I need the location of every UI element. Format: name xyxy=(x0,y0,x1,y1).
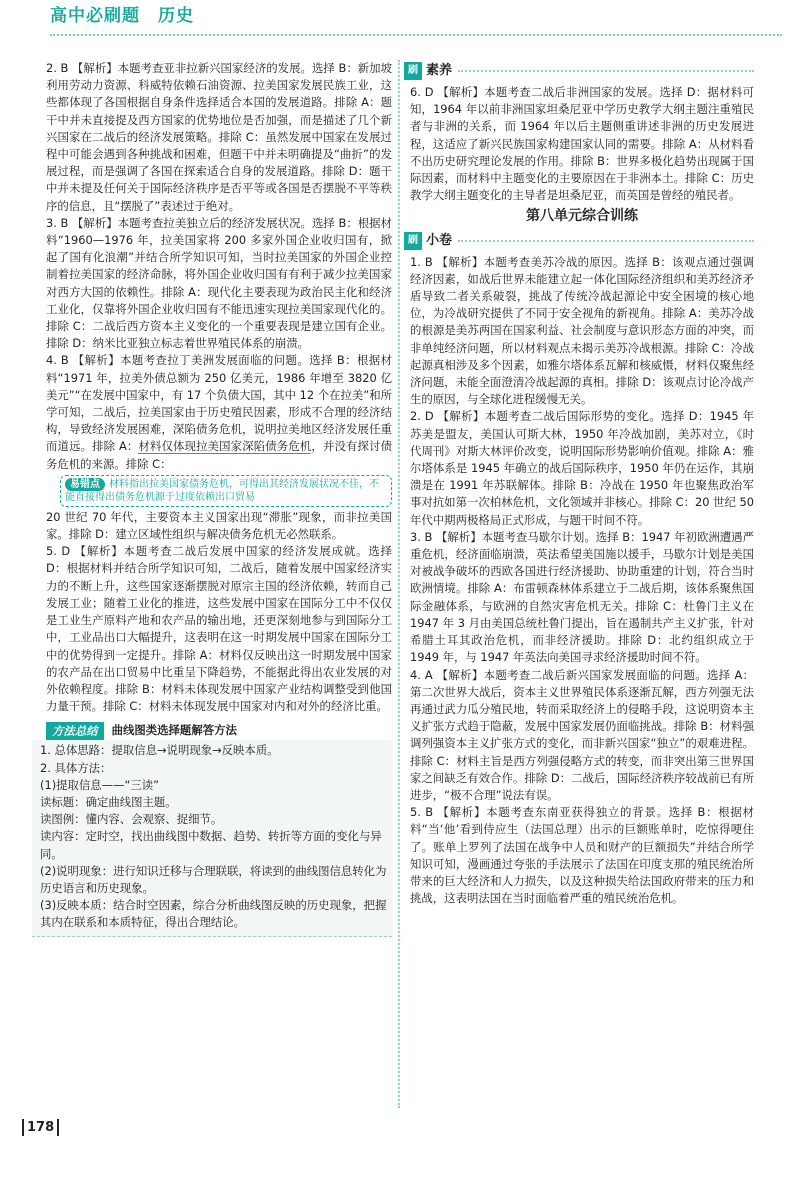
method-line: 读图例：懂内容、会观察、捉细节。 xyxy=(40,812,223,827)
section-header-xiaojuan xyxy=(404,230,754,252)
method-summary-title: 曲线图类选择题解答方法 xyxy=(111,723,237,738)
answer-r1: 1. B 【解析】本题考查美苏冷战的原因。选择 B：该观点通过强调经济因素，如战后世界未能建立起一体化国际经济组织和美苏经济矛盾导致二者关系破裂，挑战了传统冷战起源论中安全困境的核心地位，为冷战研究提供了不同于安全视角的新视角。排除 A：美苏冷战的根源是美苏两国在国家利益、社会制度与意识形态方面的冲突，而非单纯经济问题，所以材料观点未揭示美苏冷战根源。排除 C：冷战起源真相涉及多个因素，如雅尔塔体系瓦解和核威慑，材料仅聚焦经济问题，未能全面澄清冷战起源的真相。排除 D：该观点讨论冷战产生的原因，与全球化进程缓慢无关。 xyxy=(410,254,754,407)
method-summary-header xyxy=(46,721,392,740)
answer-r5: 5. B 【解析】本题考查东南亚获得独立的背景。选择 B：根据材料“当‘他’看到侍应生（法国总理）出示的巨额账单时，吃惊得哽住了。账单上罗列了法国在战争中人员和财产的巨额损失”并结合所学知识可知，漫画通过夸张的手法展示了法国在印度支那的殖民统治所带来的巨大经济和人力损失，以及这种损失给法国政府带来的压力和挑战，这表明法国在当时面临着严重的殖民统治危机。 xyxy=(410,805,754,906)
method-line: 读标题：确定曲线图主题。 xyxy=(40,794,177,809)
brush-icon: 刷 xyxy=(404,232,422,250)
answer-q3: 3. B 【解析】本题考查拉美独立后的经济发展状况。选择 B：根据材料“1960—1976 年，拉美国家将 200 多家外国企业收归国有，掀起了国有化浪潮”并结合所学知识可知，当时拉美国家的外国企业控制着拉美国家的经济命脉，将外国企业收归国有有利于减少拉美国家对西方大国的依赖性。排除 A：现代化主要表现为政治民主化和经济工业化，仅靠将外国企业收归国有不能迅速实现拉美国家现代化的。排除 C：二战后西方资本主义变化的一个重要表现是建立国有企业。排除 D：纳米比亚独立标志着世界殖民体系的崩溃。 xyxy=(46,215,392,351)
answer-q5: 5. D 【解析】本题考查二战后发展中国家的经济发展成就。选择 D：根据材料并结合所学知识可知，二战后，随着发展中国家经济实力的不断上升，这些国家逐渐摆脱对原宗主国的经济依赖，转而自己发展工业；随着工业化的推进，这些发展中国家在国际分工中不仅仅是工业生产原料产地和农产品的输出地，还更深刻地参与到国际分工中，工业品出口大幅提升，这表明在这一时期发展中国家在国际分工中的优势得到一定提升。排除 A：材料仅反映出这一时期发展中国家的农产品在出口贸易中比重呈下降趋势，不能据此得出农业发展的对外依赖程度。排除 B：材料未体现发展中国家产业结构调整受到他国力量干预。排除 C：材料未体现发展中国家对内和对外的经济比重。 xyxy=(46,544,392,714)
section-header-suyang xyxy=(404,60,754,82)
column-divider xyxy=(398,60,400,1108)
section-dots xyxy=(458,240,754,242)
method-line: (1)提取信息——“三读” xyxy=(40,777,160,792)
page-header xyxy=(22,4,782,34)
error-prone-note xyxy=(60,475,392,507)
method-line: 读内容：定时空，找出曲线图中数据、趋势、转折等方面的变化与异同。 xyxy=(40,829,382,861)
section-label: 素养 xyxy=(426,63,453,79)
header-divider xyxy=(50,34,782,36)
answer-q4-part2: ，并没有探讨债务危机的来源。排除 C： xyxy=(46,439,392,471)
right-column xyxy=(410,60,754,907)
error-prone-label: 易错点 xyxy=(65,478,105,491)
answer-q4-part1: 4. B 【解析】本题考查拉丁美洲发展面临的问题。选择 B：根据材料“1971 年，拉美外债总额为 250 亿美元，1986 年增至 3820 亿美元”“在发展中国家中，有 17 个负债大国，其中 12 个在拉美”和所学可知，二战后，拉美国家由于历史殖民因素，形成不合理的经济结构，导致经济发展困难，深陷债务危机，说明拉美地区经济发展任重而道远。排除 A： xyxy=(46,353,392,454)
section-dots xyxy=(458,70,754,72)
section-label: 小卷 xyxy=(426,233,453,249)
answer-r4: 4. A 【解析】本题考查二战后新兴国家发展面临的问题。选择 A：第二次世界大战后，资本主义世界殖民体系逐渐瓦解，西方列强无法再通过武力瓜分殖民地，转而采取经济上的侵略手段，这说明资本主义扩张方式趋于隐蔽，发展中国家发展仍面临挑战。排除 B：材料强调列强资本主义扩张方式的变化，而非新兴国家“独立”的艰难进程。排除 C：材料主旨是西方列强侵略方式的转变，而非突出第三世界国家之间缺乏有效合作。排除 D：二战后，国际经济秩序较战前已有所进步，“极不合理”说法有误。 xyxy=(410,667,754,802)
left-column xyxy=(40,60,392,937)
answer-q6: 6. D 【解析】本题考查二战后非洲国家的发展。选择 D：据材料可知，1964 年以前非洲国家坦桑尼亚中学历史教学大纲主题注重殖民者与非洲的关系，而 1964 年以后主题侧重讲述非洲的历史发展进程，这适应了新兴民族国家构建国家认同的需要。排除 A：从材料看不出历史研究理论发展的作用。排除 B：世界多极化趋势出现属于国际因素，而材料中主题变化的主要原因在于非洲本土。排除 C：历史教学大纲主题变化的主导者是坦桑尼亚，而英国是曾经的殖民者。 xyxy=(410,85,754,203)
method-line: 2. 具体方法： xyxy=(40,760,112,775)
brush-icon: 刷 xyxy=(404,62,422,80)
answer-q4 xyxy=(46,352,392,472)
answer-q2: 2. B 【解析】本题考查亚非拉新兴国家经济的发展。选择 B：新加坡利用劳动力资源、科威特依赖石油资源、拉美国家发展民族工业，这些都体现了各国根据自身条件选择适合本国的发展道路。排除 A：题干中并未直接提及西方国家的优势地位是否加强，而是描述了几个新兴国家在二战后的经济发展策略。排除 C：虽然发展中国家在发展过程中可能会遇到各种挑战和困难，但题干中并未明确提及“曲折”的发展过程，而是强调了各国在探索适合自身的发展道路。排除 D：题干中并未提及任何关于国际经济秩序是否平等或各国是否摆脱不平等秩序的信息，且“摆脱了”表述过于绝对。 xyxy=(46,61,392,213)
method-line: (2)说明现象：进行知识迁移与合理联联，将读到的曲线图信息转化为历史语言和历史现象。 xyxy=(40,863,387,895)
answer-r3: 3. B 【解析】本题考查马歇尔计划。选择 B：1947 年初欧洲遭遇严重危机，经济面临崩溃，英法希望美国施以援手，马歇尔计划是美国对被战争破坏的西欧各国进行经济援助、协助重建的计划，符合当时欧洲情境。排除 A：布雷顿森林体系建立于二战后期，该体系聚焦国际金融体系，与欧洲的自然灾害危机无关。排除 C：杜鲁门主义在 1947 年 3 月由美国总统杜鲁门提出，旨在遏制共产主义扩张，针对希腊土耳其政治危机，而非经济援助。排除 D：北约组织成立于 1949 年，与 1947 年英法向美国寻求经济援助时间不符。 xyxy=(410,529,754,665)
method-summary-tag: 方法总结 xyxy=(46,722,104,740)
page-number: 178 xyxy=(22,1119,59,1136)
method-line: 1. 总体思路：提取信息→说明现象→反映本质。 xyxy=(40,743,279,758)
answer-r2: 2. D 【解析】本题考查二战后国际形势的变化。选择 D：1945 年苏美是盟友，美国认可斯大林，1950 年冷战加剧，美苏对立，《时代周刊》对斯大林评价改变，说明国际形势影响价值观。排除 A：雅尔塔体系是 1945 年确立的战后国际秩序，1950 年仍在运作，其崩溃是在 1991 年苏联解体。排除 B：冷战在 1950 年也聚焦政治军事对抗如第一次柏林危机，文化领域并非核心。排除 C：20 世纪 50 年代中期两极格局正式形成，与题干时间不符。 xyxy=(410,409,754,527)
method-line: (3)反映本质：结合时空因素，综合分析曲线图反映的历史现象，把握其内在联系和本质特征，得出合理结论。 xyxy=(40,898,387,930)
error-prone-text: 材料指出拉美国家债务危机，可得出其经济发展状况不佳，不能直接得出债务危机源于过度依赖出口贸易 xyxy=(65,478,379,503)
answer-q4-underline: 材料仅体现拉美国家深陷债务危机 xyxy=(138,439,312,454)
book-title: 高中必刷题 历史 xyxy=(50,6,194,26)
answer-q4-continued: 20 世纪 70 年代，主要资本主义国家出现“滞胀”现象，而非拉美国家。排除 D：建立区域性组织与解决债务危机无必然联系。 xyxy=(46,509,392,542)
unit-title: 第八单元综合训练 xyxy=(526,208,638,225)
method-summary-box xyxy=(32,740,392,936)
